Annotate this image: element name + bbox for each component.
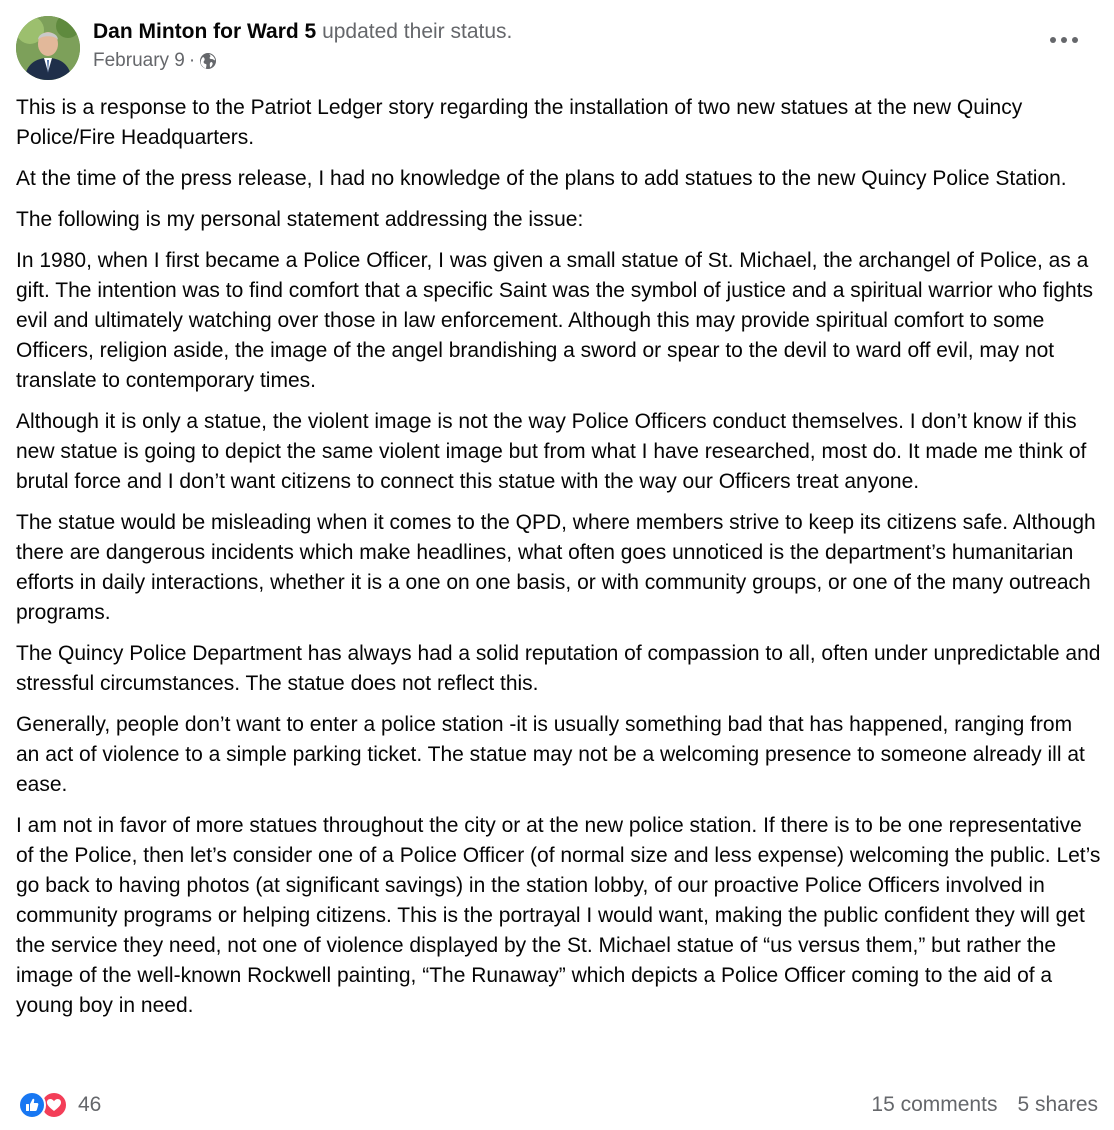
post-paragraph: The Quincy Police Department has always had a solid reputation of compassion to all, often under unpredictable and stressful circumstances. The statue does not reflect this.: [16, 642, 1101, 695]
post-paragraph: The following is my personal statement addressing the issue:: [16, 208, 584, 231]
like-icon: [18, 1091, 46, 1119]
author-avatar[interactable]: [16, 16, 80, 80]
post-paragraph: At the time of the press release, I had no knowledge of the plans to add statues to the new Quincy Police Station.: [16, 167, 1067, 190]
post-paragraph: I am not in favor of more statues throughout the city or at the new police station. If there is to be one representative of the Police, then let’s consider one of a Police Officer (of normal size and less expense) welcoming the public. Let’s go back to having photos (at significant savings) in the station lobby, of our proactive Police Officers involved in community programs or helping citizens. This is the portrayal I would want, making the public confident they will get the service they need, not one of violence displayed by the St. Michael statue of “us versus them,” but rather the image of the well-known Rockwell painting, “The Runaway” which depicts a Police Officer coming to the aid of a young boy in need.: [16, 814, 1101, 1017]
post-action: updated their status.: [322, 20, 513, 43]
more-dot: [1072, 37, 1078, 43]
post-date[interactable]: February 9: [93, 50, 185, 71]
globe-icon: [199, 52, 217, 70]
more-dot: [1061, 37, 1067, 43]
post-paragraph: The statue would be misleading when it comes to the QPD, where members strive to keep its citizens safe. Although there are dangerous incidents which make headlines, what often goes unnoticed is the department’s humanitarian efforts in daily interactions, whether it is a one on one basis, or with community groups, or one of the many outreach programs.: [16, 511, 1096, 624]
post-paragraph: Although it is only a statue, the violent image is not the way Police Officers conduct themselves. I don’t know if this new statue is going to depict the same violent image but from what I have researched, most do. It made me think of brutal force and I don’t want citizens to connect this statue with the way our Officers treat anyone.: [16, 410, 1087, 493]
post-paragraph: In 1980, when I first became a Police Officer, I was given a small statue of St. Michael, the archangel of Police, as a gift. The intention was to find comfort that a specific Saint was the symbol of justice and a spiritual warrior who fights evil and ultimately watching over those in law enforcement. Although this may provide spiritual comfort to some Officers, religion aside, the image of the angel brandishing a sword or spear to the devil to ward off evil, may not translate to contemporary times.: [16, 249, 1093, 392]
post-meta: [93, 18, 512, 74]
reaction-count: 46: [78, 1093, 102, 1116]
post-body: [16, 93, 1101, 1032]
comments-count[interactable]: 15 comments: [871, 1093, 998, 1116]
post-footer: [16, 1088, 1098, 1122]
post-paragraph: Generally, people don’t want to enter a police station -it is usually something bad that has happened, ranging from an act of violence to a simple parking ticket. The statue may not be a welcoming presence to someone already ill at ease.: [16, 713, 1085, 796]
separator-dot: ·: [188, 50, 196, 71]
more-options-icon[interactable]: [1050, 30, 1078, 50]
post-paragraph: This is a response to the Patriot Ledger story regarding the installation of two new statues at the new Quincy Police/Fire Headquarters.: [16, 96, 1023, 149]
post-subline: [93, 48, 512, 74]
more-dot: [1050, 37, 1056, 43]
reactions-summary[interactable]: [18, 1091, 101, 1119]
author-name[interactable]: Dan Minton for Ward 5: [93, 20, 317, 43]
post-header: [16, 16, 1098, 80]
shares-count[interactable]: 5 shares: [1017, 1093, 1098, 1116]
engagement-stats: [871, 1093, 1098, 1117]
author-line: [93, 18, 512, 46]
